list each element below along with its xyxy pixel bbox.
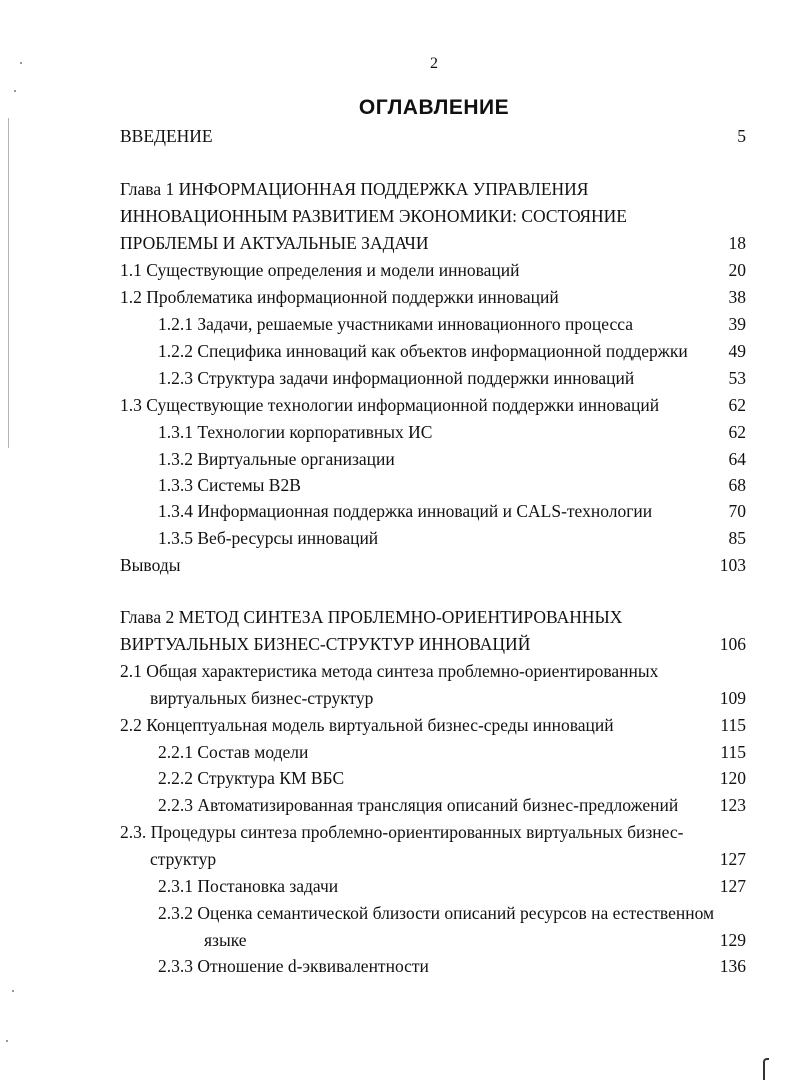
scan-speck xyxy=(12,990,14,992)
toc-entry-page: 68 xyxy=(728,475,746,495)
chapter-1-heading-line-1 xyxy=(120,178,746,200)
toc-entry-page: 70 xyxy=(728,501,746,521)
scan-speck xyxy=(14,90,16,92)
toc-entry xyxy=(120,767,746,789)
toc-entry-text: 1.3.2 Виртуальные организации xyxy=(158,449,395,469)
scan-speck xyxy=(6,1040,8,1042)
toc-entry-text: Глава 1 ИНФОРМАЦИОННАЯ ПОДДЕРЖКА УПРАВЛЕНИЯ xyxy=(120,179,589,199)
toc-entry xyxy=(120,848,746,870)
toc-entry-text: ВИРТУАЛЬНЫХ БИЗНЕС-СТРУКТУР ИННОВАЦИЙ xyxy=(120,634,531,654)
toc-entry-text: 1.2 Проблематика информационной поддержки инноваций xyxy=(120,287,559,307)
toc-entry-text: 2.2 Концептуальная модель виртуальной бизнес-среды инноваций xyxy=(120,715,614,735)
toc-entry-text: виртуальных бизнес-структур xyxy=(150,688,374,708)
toc-entry-page: 18 xyxy=(728,233,746,253)
toc-entry-page: 115 xyxy=(720,742,746,762)
toc-entry-page: 20 xyxy=(728,260,746,280)
toc-entry-text: структур xyxy=(150,849,217,869)
toc-entry xyxy=(120,313,746,335)
toc-entry-text: языке xyxy=(204,930,247,950)
toc-entry xyxy=(120,875,746,897)
chapter-2-heading-line-2 xyxy=(120,633,746,655)
chapter-1-heading-line-2 xyxy=(120,205,746,227)
toc-entry xyxy=(120,474,746,496)
scan-margin-line xyxy=(8,118,9,448)
chapter-1-heading-line-3 xyxy=(120,232,746,254)
toc-entry xyxy=(120,554,746,576)
page-number: 2 xyxy=(430,55,438,72)
toc-entry-page: 109 xyxy=(719,688,746,708)
toc-entry xyxy=(120,394,746,416)
toc-entry-page: 53 xyxy=(728,368,746,388)
toc-entry-page: 5 xyxy=(737,126,746,146)
chapter-2-heading-line-1 xyxy=(120,606,746,628)
toc-entry xyxy=(120,660,746,682)
toc-entry-text: ИННОВАЦИОННЫМ РАЗВИТИЕМ ЭКОНОМИКИ: СОСТОЯНИЕ xyxy=(120,206,627,226)
toc-entry-page: 127 xyxy=(719,876,746,896)
toc-entry-intro xyxy=(120,125,746,147)
toc-entry-text: 2.2.1 Состав модели xyxy=(158,742,309,762)
toc-entry-page: 85 xyxy=(728,528,746,548)
toc-entry xyxy=(120,286,746,308)
toc-entry-text: 2.3.3 Отношение d-эквивалентности xyxy=(158,956,429,976)
toc-entry xyxy=(120,500,746,522)
toc-entry-text: 1.1 Существующие определения и модели инноваций xyxy=(120,260,520,280)
toc-entry-text: 1.3.1 Технологии корпоративных ИС xyxy=(158,422,433,442)
toc-entry-page: 62 xyxy=(728,422,746,442)
toc-entry-page: 136 xyxy=(719,956,746,976)
toc-entry xyxy=(120,902,746,924)
toc-entry xyxy=(120,794,746,816)
toc-entry-text: Глава 2 МЕТОД СИНТЕЗА ПРОБЛЕМНО-ОРИЕНТИРОВАННЫХ xyxy=(120,607,623,627)
toc-entry-page: 120 xyxy=(719,768,746,788)
toc-entry-page: 123 xyxy=(719,795,746,815)
toc-entry xyxy=(120,714,746,736)
toc-entry-text: 1.3.3 Системы B2B xyxy=(158,475,301,495)
page-title: ОГЛАВЛЕНИЕ xyxy=(358,96,510,119)
toc-entry-page: 38 xyxy=(728,287,746,307)
toc-entry-text: 1.2.2 Специфика инноваций как объектов информационной поддержки xyxy=(158,341,688,361)
toc-entry xyxy=(120,367,746,389)
toc-entry-page: 127 xyxy=(719,849,746,869)
scan-corner-mark xyxy=(763,1058,769,1080)
toc-entry xyxy=(120,340,746,362)
toc-entry-text: Выводы xyxy=(120,555,181,575)
toc-entry-text: 2.2.3 Автоматизированная трансляция описаний бизнес-предложений xyxy=(158,795,679,815)
toc-entry xyxy=(120,687,746,709)
toc-entry-page: 64 xyxy=(728,449,746,469)
toc-entry-text: 1.2.3 Структура задачи информационной поддержки инноваций xyxy=(158,368,635,388)
toc-entry-page: 106 xyxy=(719,634,746,654)
toc-entry xyxy=(120,929,746,951)
toc-entry-text: 2.1 Общая характеристика метода синтеза проблемно-ориентированных xyxy=(120,661,659,681)
toc-entry xyxy=(120,741,746,763)
toc-entry-text: 1.3.5 Веб-ресурсы инноваций xyxy=(158,528,379,548)
toc-entry xyxy=(120,448,746,470)
toc-entry-page: 103 xyxy=(719,555,746,575)
toc-entry xyxy=(120,259,746,281)
toc-entry-text: 2.3. Процедуры синтеза проблемно-ориентированных виртуальных бизнес- xyxy=(120,822,684,842)
toc-entry xyxy=(120,421,746,443)
toc-entry-text: 2.2.2 Структура КМ ВБС xyxy=(158,768,345,788)
toc-entry xyxy=(120,527,746,549)
toc-entry xyxy=(120,821,746,843)
toc-entry-text: ПРОБЛЕМЫ И АКТУАЛЬНЫЕ ЗАДАЧИ xyxy=(120,233,429,253)
toc-entry-text: 2.3.1 Постановка задачи xyxy=(158,876,339,896)
toc-entry-page: 62 xyxy=(728,395,746,415)
toc-entry-page: 115 xyxy=(720,715,746,735)
toc-entry-text: ВВЕДЕНИЕ xyxy=(120,126,213,146)
toc-entry-text: 1.3.4 Информационная поддержка инноваций и CALS-технологии xyxy=(158,501,653,521)
toc-entry-page: 129 xyxy=(719,930,746,950)
toc-entry-text: 1.3 Существующие технологии информационной поддержки инноваций xyxy=(120,395,660,415)
toc-entry xyxy=(120,955,746,977)
toc-entry-text: 1.2.1 Задачи, решаемые участниками инновационного процесса xyxy=(158,314,634,334)
toc-entry-text: 2.3.2 Оценка семантической близости описаний ресурсов на естественном xyxy=(158,903,715,923)
toc-entry-page: 49 xyxy=(728,341,746,361)
toc-entry-page: 39 xyxy=(728,314,746,334)
